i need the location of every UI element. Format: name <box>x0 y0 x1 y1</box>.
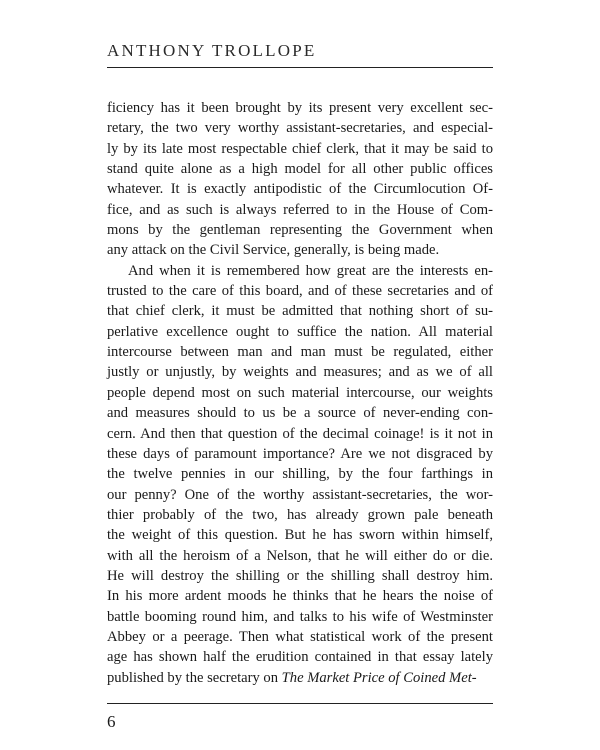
text-line: He will destroy the shilling or the shilling shall destroy him. <box>107 567 493 584</box>
text-line: mons by the gentleman representing the Government when <box>107 222 493 239</box>
body-text <box>107 98 493 688</box>
text-line: whatever. It is exactly antipodistic of the Circumlocution Of- <box>107 181 493 198</box>
text-line: any attack on the Civil Service, generally, is being made. <box>107 242 440 259</box>
book-title-italic: The Market Price of Coined Met- <box>281 669 477 686</box>
paragraph-1 <box>107 98 493 261</box>
text-line: cern. And then that question of the decimal coinage! is it not in <box>107 425 493 442</box>
text-line: thier probably of the two, has already grown pale beneath <box>107 506 493 523</box>
text-line: battle booming round him, and talks to his wife of Westminster <box>107 608 493 625</box>
text-line: retary, the two very worthy assistant-secretaries, and especial- <box>107 120 493 137</box>
footer-rule <box>107 703 493 704</box>
text-line: that chief clerk, it must be admitted that nothing short of su- <box>107 303 493 320</box>
text-line <box>107 668 493 688</box>
page-number: 6 <box>107 712 116 731</box>
text-line: ficiency has it been brought by its present very excellent sec- <box>107 100 493 116</box>
text-line: Abbey or a peerage. Then what statistical work of the present <box>107 628 493 645</box>
text-line: In his more ardent moods he thinks that he hears the noise of <box>107 588 493 605</box>
text-line: stand quite alone as a high model for all other public offices <box>107 161 493 178</box>
text-line: the twelve pennies in our shilling, by the four farthings in <box>107 466 493 483</box>
text-line: intercourse between man and man must be regulated, either <box>107 344 493 361</box>
running-head: ANTHONY TROLLOPE <box>107 41 317 60</box>
text-line: justly or unjustly, by weights and measures; and as we of all <box>107 364 493 381</box>
text-line: with all the heroism of a Nelson, that he will either do or die. <box>107 547 493 564</box>
text-line: fice, and as such is always referred to in the House of Com- <box>107 201 493 218</box>
text-line: age has shown half the erudition contained in that essay lately <box>107 649 493 666</box>
text-line: And when it is remembered how great are the interests en- <box>128 262 493 279</box>
text-line: perlative excellence ought to suffice the nation. All material <box>107 323 493 340</box>
text-line: our penny? One of the worthy assistant-secretaries, the wor- <box>107 486 493 503</box>
header-rule <box>107 67 493 68</box>
text-line: and measures should to us be a source of never-ending con- <box>107 405 493 422</box>
text-line: the weight of this question. But he has sworn within himself, <box>107 527 493 544</box>
text-line: people depend most on such material intercourse, our weights <box>107 384 493 401</box>
text-line-prefix: published by the secretary on <box>107 669 282 686</box>
text-line: these days of paramount importance? Are we not disgraced by <box>107 445 493 462</box>
paragraph-2 <box>107 261 493 688</box>
text-line: ly by its late most respectable chief clerk, that it may be said to <box>107 140 493 157</box>
text-line: trusted to the care of this board, and of these secretaries and of <box>107 283 493 300</box>
